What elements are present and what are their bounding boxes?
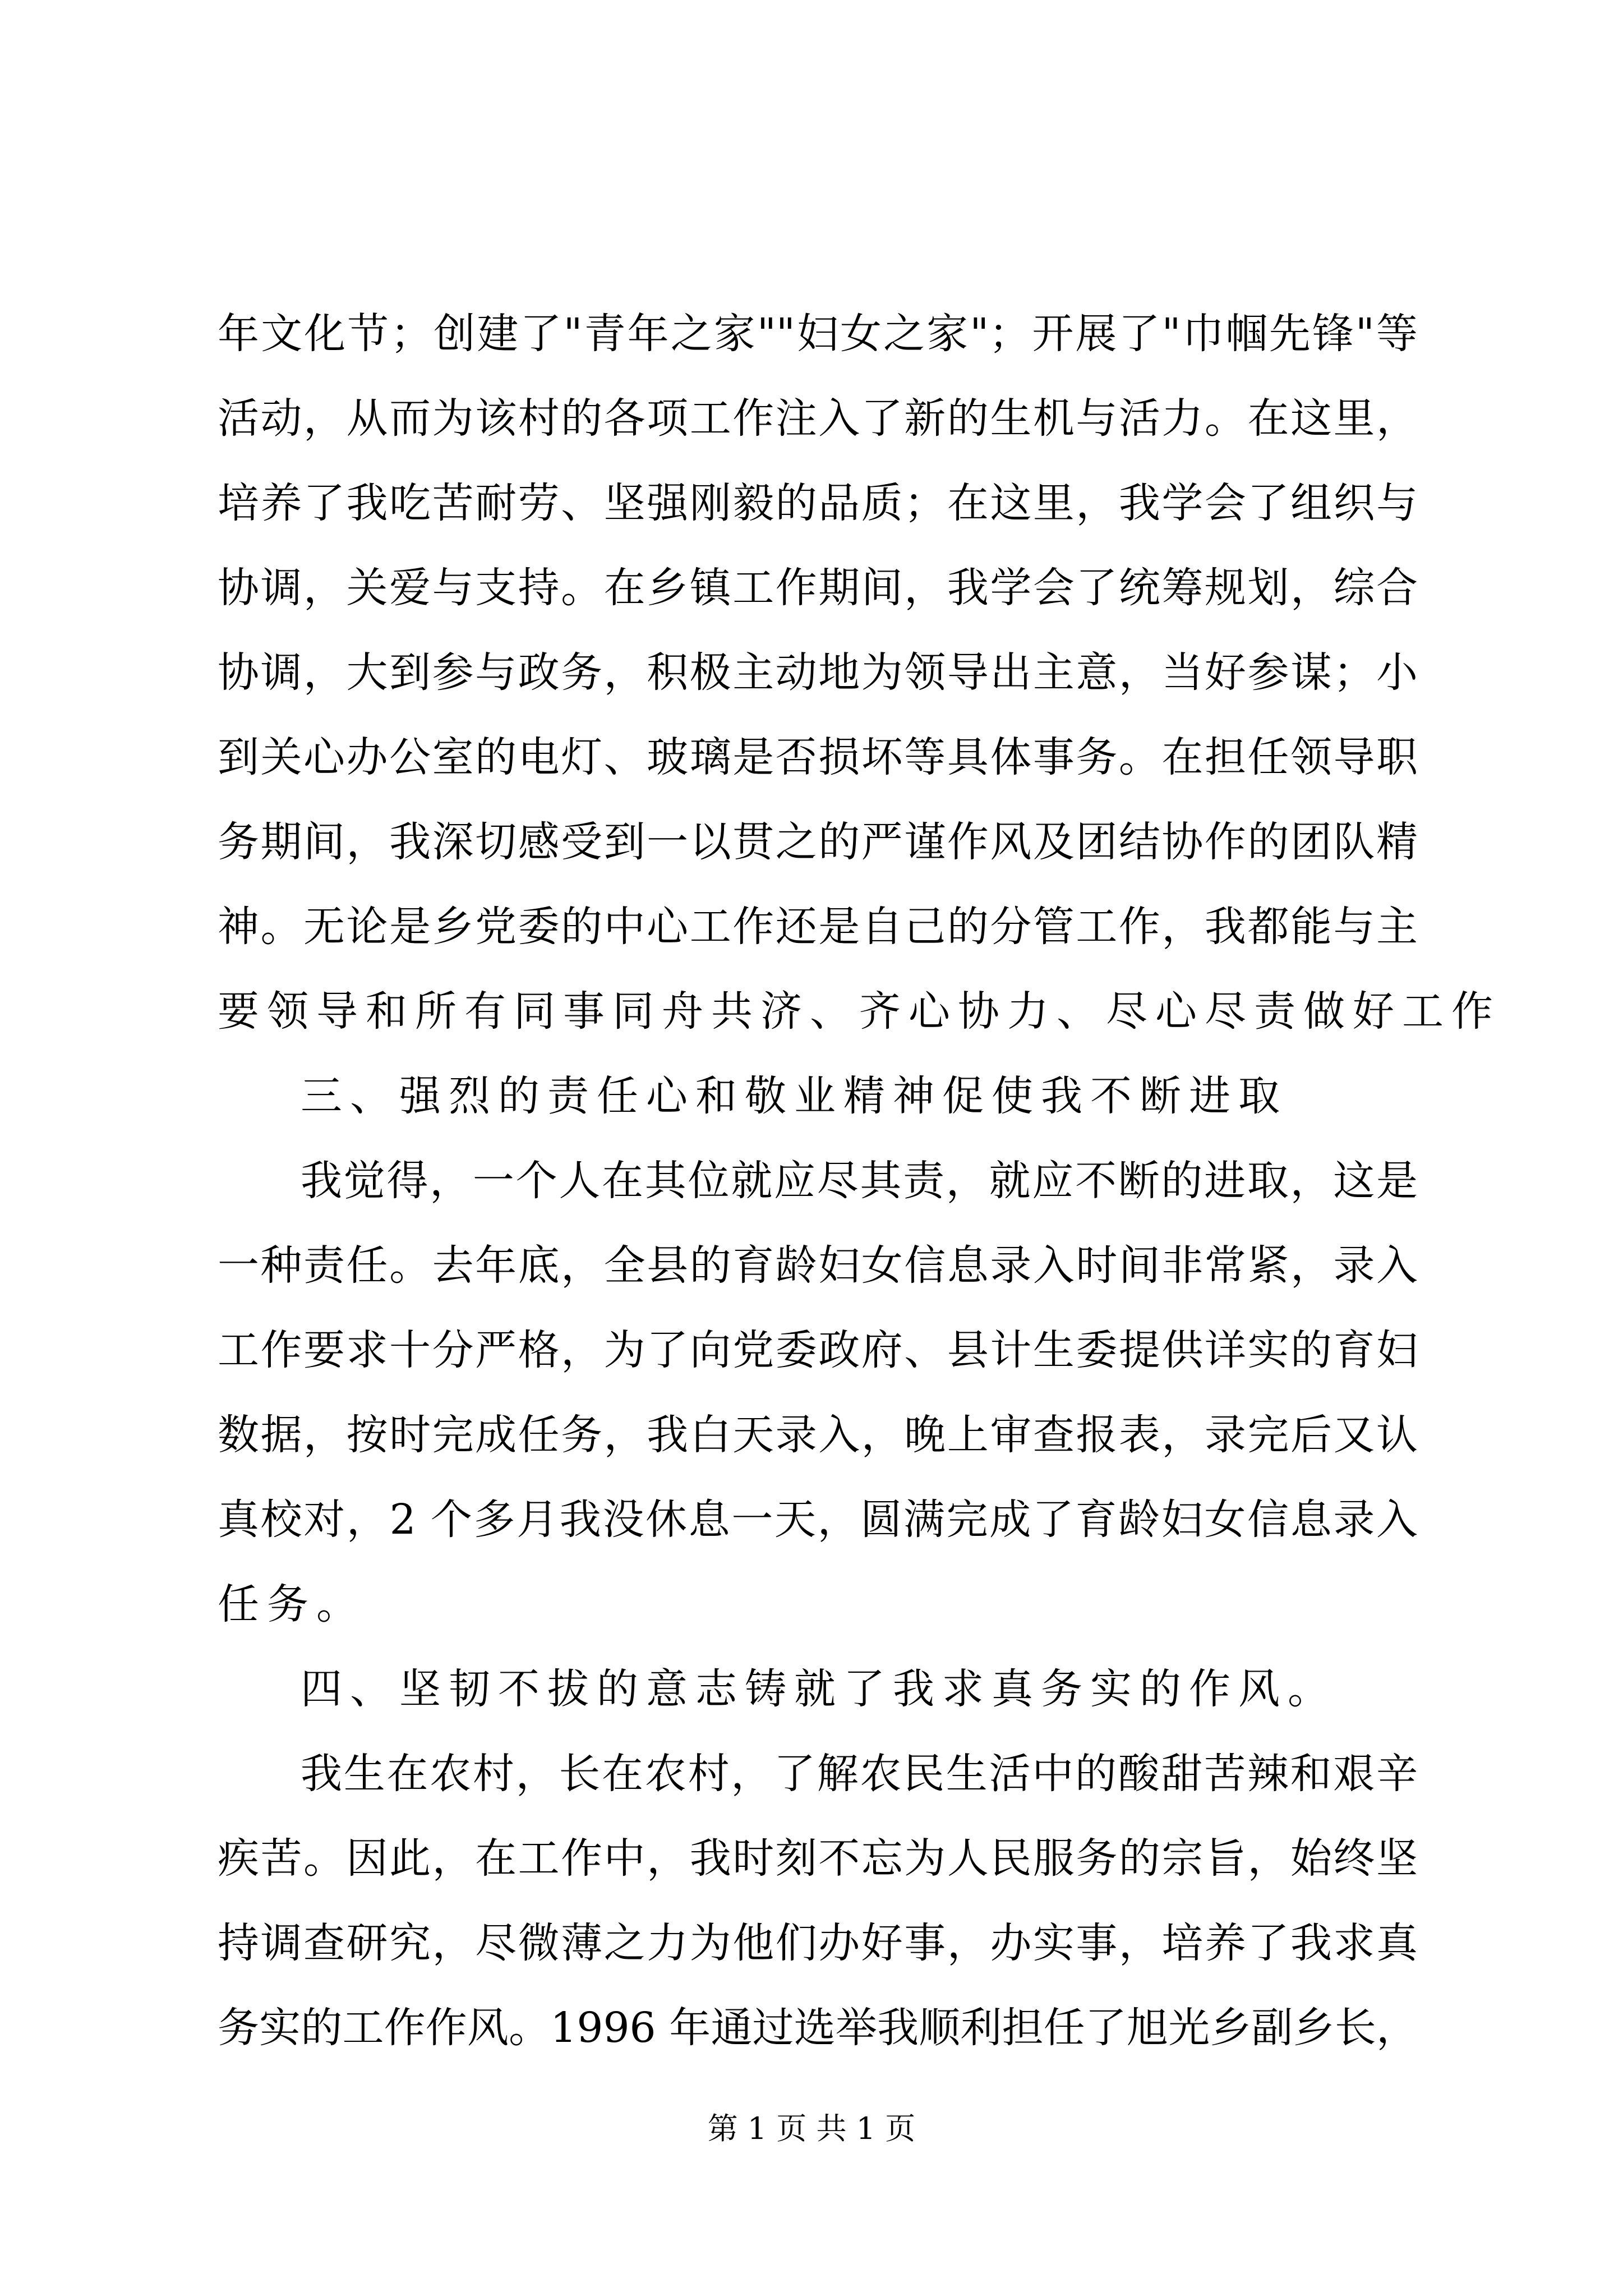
text-line: 真校对，2 个多月我没休息一天，圆满完成了育龄妇女信息录入 bbox=[218, 1496, 1418, 1544]
text-line: 持调查研究，尽微薄之力为他们办好事，办实事，培养了我求真 bbox=[218, 1919, 1418, 1967]
text-line: 任务。 bbox=[218, 1580, 366, 1628]
text-line: 工作要求十分严格，为了向党委政府、县计生委提供详实的育妇 bbox=[218, 1326, 1418, 1374]
body-text bbox=[218, 292, 1501, 2070]
text-line: 务实的工作作风。1996 年通过选举我顺利担任了旭光乡副乡长， bbox=[218, 2004, 1418, 2052]
text-line: 务期间，我深切感受到一以贯之的严谨作风及团结协作的团队精 bbox=[218, 818, 1418, 866]
text-line: 数据，按时完成任务，我白天录入，晚上审查报表，录完后又认 bbox=[218, 1411, 1418, 1459]
text-line: 疾苦。因此，在工作中，我时刻不忘为人民服务的宗旨，始终坚 bbox=[218, 1834, 1418, 1883]
paragraph-first-line: 我觉得，一个人在其位就应尽其责，就应不断的进取，这是 bbox=[301, 1157, 1418, 1205]
text-line: 协调，大到参与政务，积极主动地为领导出主意，当好参谋；小 bbox=[218, 648, 1418, 697]
text-line: 协调，关爱与支持。在乡镇工作期间，我学会了统筹规划，综合 bbox=[218, 564, 1418, 612]
text-line: 神。无论是乡党委的中心工作还是自己的分管工作，我都能与主 bbox=[218, 903, 1418, 951]
text-line: 培养了我吃苦耐劳、坚强刚毅的品质；在这里，我学会了组织与 bbox=[218, 479, 1418, 527]
text-line: 要领导和所有同事同舟共济、齐心协力、尽心尽责做好工作 bbox=[218, 987, 1501, 1036]
text-line: 年文化节；创建了"青年之家""妇女之家"；开展了"巾帼先锋"等 bbox=[218, 310, 1418, 358]
text-line: 活动，从而为该村的各项工作注入了新的生机与活力。在这里， bbox=[218, 394, 1418, 443]
paragraph-first-line: 我生在农村，长在农村，了解农民生活中的酸甜苦辣和艰辛 bbox=[301, 1750, 1418, 1798]
page-footer: 第 1 页 共 1 页 bbox=[707, 2111, 916, 2146]
section-heading: 三、强烈的责任心和敬业精神促使我不断进取 bbox=[301, 1072, 1288, 1120]
section-heading: 四、坚韧不拔的意志铸就了我求真务实的作风。 bbox=[301, 1665, 1337, 1713]
text-line: 一种责任。去年底，全县的育龄妇女信息录入时间非常紧，录入 bbox=[218, 1241, 1418, 1290]
text-line: 到关心办公室的电灯、玻璃是否损坏等具体事务。在担任领导职 bbox=[218, 733, 1418, 781]
